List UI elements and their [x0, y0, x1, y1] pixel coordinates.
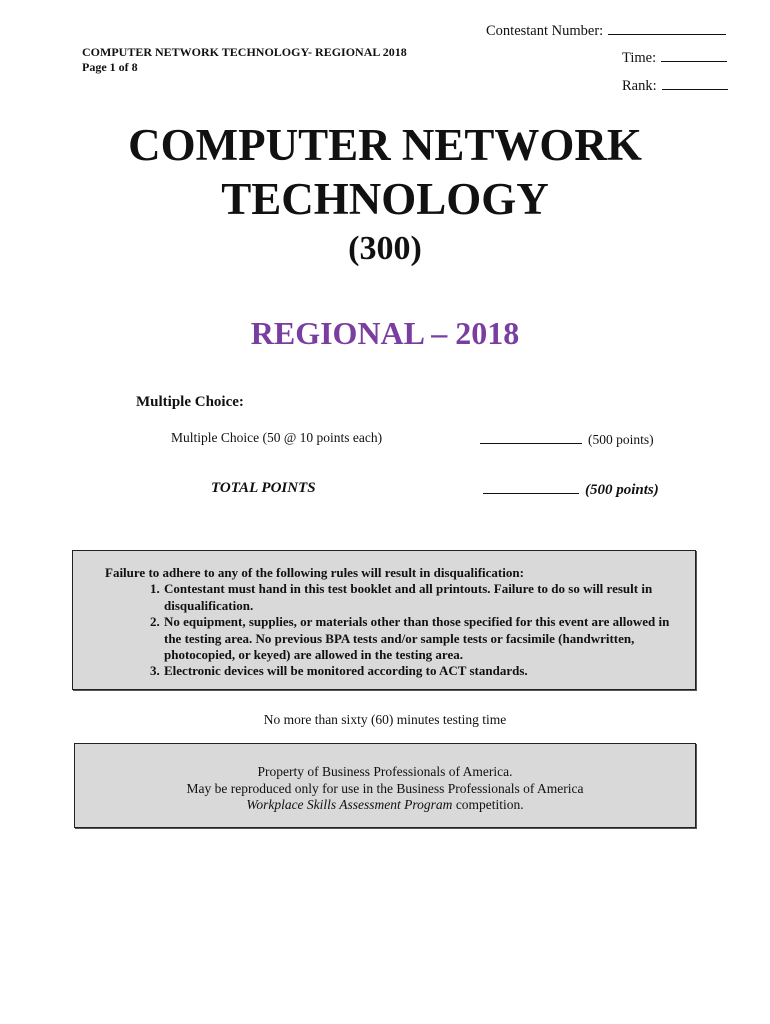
- contestant-number-blank: [608, 22, 726, 35]
- property-line-3-rest: competition.: [452, 797, 524, 813]
- multiple-choice-label: Multiple Choice (50 @ 10 points each): [171, 430, 383, 445]
- title-line-1: COMPUTER NETWORK: [128, 120, 642, 170]
- rule-item: 3. Electronic devices will be monitored according to ACT standards.: [163, 663, 683, 679]
- time-blank: [661, 49, 727, 62]
- event-code: (300): [348, 230, 422, 267]
- total-points-score: [483, 480, 659, 499]
- rules-box: [72, 550, 696, 690]
- mc-score-blank: [480, 430, 582, 444]
- time-label: Time:: [622, 50, 657, 66]
- total-points-label: TOTAL POINTS: [211, 480, 316, 496]
- property-line-1: Property of Business Professionals of America.: [257, 764, 513, 779]
- title-line-2: TECHNOLOGY: [221, 174, 549, 224]
- rank-blank: [662, 77, 728, 90]
- exam-line: COMPUTER NETWORK TECHNOLOGY- REGIONAL 2018: [82, 45, 407, 59]
- rules-list: [105, 581, 683, 679]
- regional-heading: REGIONAL – 2018: [250, 315, 520, 351]
- contestant-number-field: [486, 22, 726, 40]
- rule-item: 2. No equipment, supplies, or materials other than those specified for this event are allowed in the testing area. No previous BPA tests and/or sample tests or facsimile (handwritten, photocopied, or keyed) are allowed in the testing area.: [163, 614, 683, 663]
- program-name: Workplace Skills Assessment Program: [246, 797, 453, 813]
- property-notice-box: [74, 743, 696, 828]
- property-line-2: May be reproduced only for use in the Business Professionals of America: [186, 780, 584, 796]
- time-field: [622, 49, 727, 67]
- testing-time-note: No more than sixty (60) minutes testing time: [263, 712, 507, 727]
- multiple-choice-heading: Multiple Choice:: [136, 394, 244, 410]
- running-header: [82, 45, 407, 75]
- property-line-3: [75, 797, 695, 814]
- rank-label: Rank:: [622, 78, 657, 94]
- contestant-number-label: Contestant Number:: [486, 23, 604, 39]
- page-title: [0, 118, 770, 226]
- total-score-blank: [483, 480, 579, 494]
- mc-points-label: (500 points): [588, 432, 654, 447]
- rules-intro: Failure to adhere to any of the following rules will result in disqualification:: [105, 565, 524, 580]
- multiple-choice-score: [480, 430, 654, 448]
- total-points-value: (500 points): [585, 482, 659, 498]
- page-number: Page 1 of 8: [82, 60, 138, 74]
- rank-field: [622, 77, 728, 95]
- rule-item: 1. Contestant must hand in this test booklet and all printouts. Failure to do so will result in disqualification.: [163, 581, 683, 614]
